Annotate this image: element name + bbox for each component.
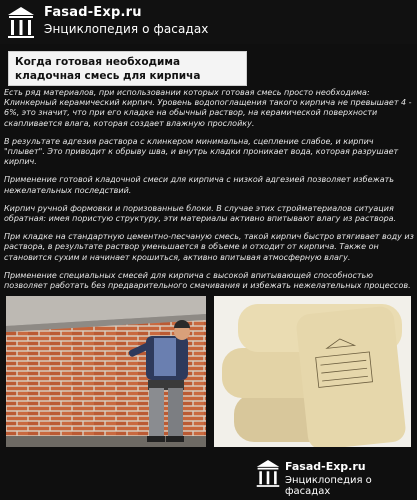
building-logo-icon	[6, 5, 36, 39]
title-line-2: кладочная смесь для кирпича	[15, 70, 201, 82]
bricklayer-photo	[6, 296, 206, 447]
article-title	[8, 51, 247, 86]
paragraph: Кирпич ручной формовки и поризованные блоки. В случае этих стройматериалов ситуация обратная: имея пористую структуру, эти материалы активно впитывают влагу из раствора.	[4, 203, 397, 224]
paragraph: В результате адгезия раствора с клинкером минимальна, сцепление слабое, и кирпич "плывет". Это приводит к обрыву шва, и внутрь кладки проникает вода, которая разрушает кирпич.	[4, 136, 399, 167]
header	[0, 0, 417, 44]
paragraph: Есть ряд материалов, при использовании которых готовая смесь просто необходима: Клинкерный керамический кирпич. Уровень водопоглащения такого кирпича не превышает 4 - 6%, это значит, что при его кладке на обычный раствор, на керамической поверхности скапливается влага, которая создает влажную прослойку.	[4, 88, 412, 128]
title-line-1: Когда готовая необходима	[15, 56, 181, 68]
mortar-bags-photo	[214, 296, 411, 447]
footer-site-name[interactable]: Fasad-Exp.ru	[285, 460, 366, 473]
paragraph: Применение специальных смесей для кирпича с высокой впитывающей способностью позволяет работать без предварительного смачивания и избежать нежелательных процессов.	[4, 270, 411, 291]
building-logo-icon	[255, 457, 281, 489]
site-name[interactable]: Fasad-Exp.ru	[44, 5, 142, 20]
footer-tagline: Энциклопедия о фасадах	[285, 475, 372, 497]
paragraph: При кладке на стандартную цементно-песчаную смесь, такой кирпич быстро втягивает воду из раствора, в результате раствор уменьшается в объеме и отходит от кирпича. Также он становится сухим и начинает крошиться, активно впитывая атмосферную влагу.	[4, 232, 414, 262]
footer-logo	[255, 456, 415, 496]
article-body	[4, 88, 414, 299]
site-tagline: Энциклопедия о фасадах	[44, 22, 209, 36]
paragraph: Применение готовой кладочной смеси для кирпича с низкой адгезией позволяет избежать нежелательных последствий.	[4, 175, 394, 195]
